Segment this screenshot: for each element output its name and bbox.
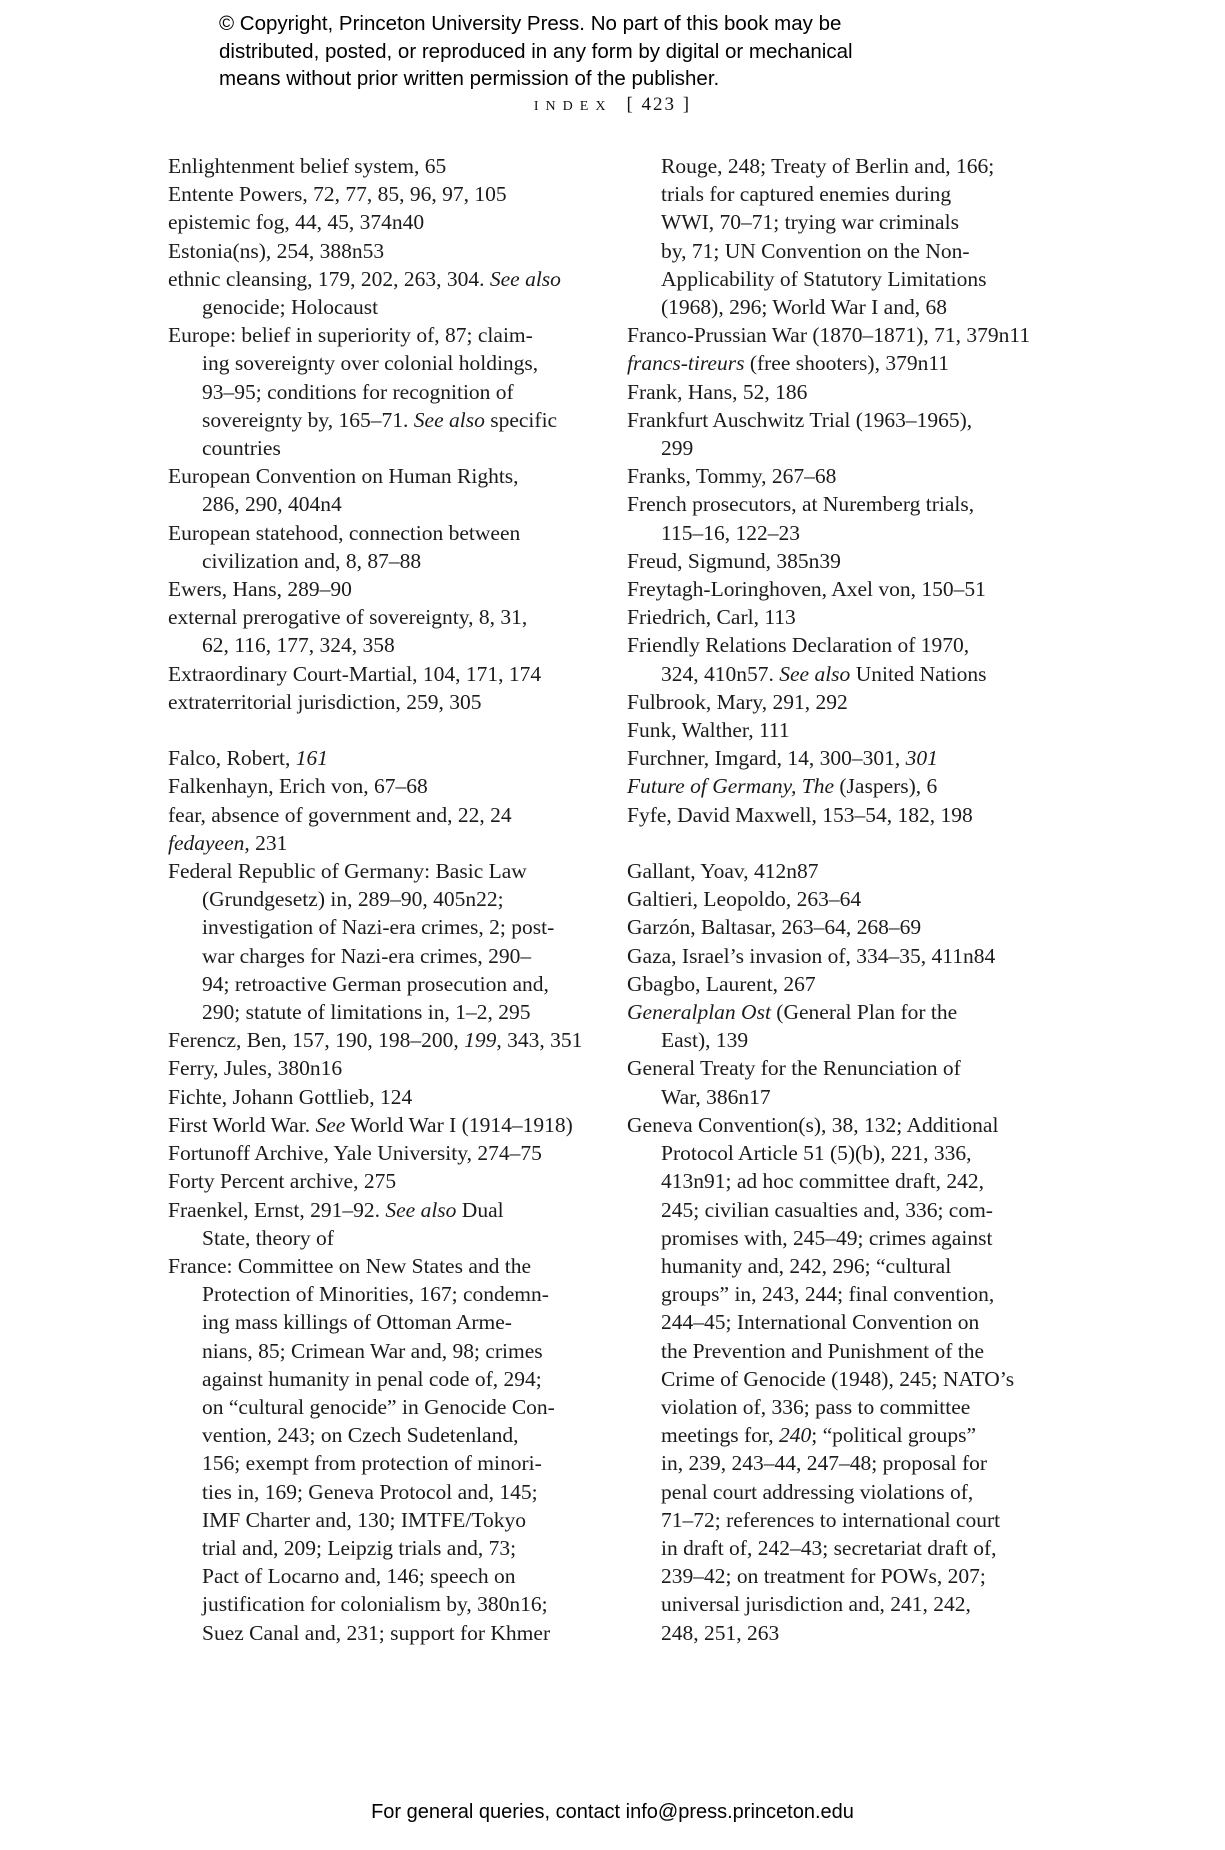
- index-line: sovereignty by, 165–71. See also specific: [202, 407, 558, 432]
- index-line: French prosecutors, at Nuremberg trials,: [627, 492, 975, 517]
- index-line: 290; statute of limitations in, 1–2, 295: [202, 1000, 531, 1025]
- index-line: fedayeen, 231: [168, 830, 288, 855]
- italic-text: 301: [905, 746, 938, 771]
- index-line: Future of Germany, The (Jaspers), 6: [627, 774, 938, 799]
- index-line: 413n91; ad hoc committee draft, 242,: [661, 1169, 985, 1194]
- italic-text: fedayeen: [168, 830, 245, 855]
- index-line: francs-tireurs (free shooters), 379n11: [627, 351, 950, 376]
- index-line: IMF Charter and, 130; IMTFE/Tokyo: [202, 1507, 526, 1532]
- italic-text: Generalplan Ost: [627, 1000, 771, 1025]
- index-line: war charges for Nazi-era crimes, 290–: [202, 943, 532, 968]
- index-line: ing sovereignty over colonial holdings,: [202, 351, 539, 376]
- index-line: Protection of Minorities, 167; condemn-: [202, 1282, 549, 1307]
- index-line: nians, 85; Crimean War and, 98; crimes: [202, 1338, 543, 1363]
- index-line: First World War. See World War I (1914–1918): [168, 1112, 573, 1137]
- index-line: Forty Percent archive, 275: [168, 1169, 397, 1194]
- index-line: universal jurisdiction and, 241, 242,: [661, 1592, 971, 1617]
- index-line: Europe: belief in superiority of, 87; claim-: [168, 323, 533, 348]
- italic-text: See: [315, 1112, 346, 1137]
- index-line: violation of, 336; pass to committee: [661, 1394, 971, 1419]
- index-line: Entente Powers, 72, 77, 85, 96, 97, 105: [168, 182, 507, 207]
- index-line: trial and, 209; Leipzig trials and, 73;: [202, 1535, 517, 1560]
- index-line: [168, 716, 620, 744]
- index-line: on “cultural genocide” in Genocide Con-: [202, 1394, 555, 1419]
- index-line: 244–45; International Convention on: [661, 1310, 980, 1335]
- running-head: [0, 93, 1225, 116]
- index-line: Protocol Article 51 (5)(b), 221, 336,: [661, 1141, 972, 1166]
- index-line: Applicability of Statutory Limitations: [661, 266, 987, 291]
- index-line: 94; retroactive German prosecution and,: [202, 971, 549, 996]
- index-line: Garzón, Baltasar, 263–64, 268–69: [627, 915, 922, 940]
- index-line: Frank, Hans, 52, 186: [627, 379, 808, 404]
- copyright-notice: [219, 10, 853, 93]
- index-line: ing mass killings of Ottoman Arme-: [202, 1310, 512, 1335]
- italic-text: Future of Germany, The: [627, 774, 835, 799]
- index-line: countries: [202, 436, 281, 461]
- index-line: East), 139: [661, 1028, 749, 1053]
- index-line: 324, 410n57. See also United Nations: [661, 661, 987, 686]
- index-line: Estonia(ns), 254, 388n53: [168, 238, 385, 263]
- index-line: 248, 251, 263: [661, 1620, 780, 1645]
- index-line: trials for captured enemies during: [661, 182, 952, 207]
- index-line: Fraenkel, Ernst, 291–92. See also Dual: [168, 1197, 504, 1222]
- index-line: in, 239, 243–44, 247–48; proposal for: [661, 1451, 988, 1476]
- index-line: Crime of Genocide (1948), 245; NATO’s: [661, 1366, 1015, 1391]
- index-line: 115–16, 122–23: [661, 520, 800, 545]
- index-line: Gbagbo, Laurent, 267: [627, 971, 816, 996]
- index-line: 245; civilian casualties and, 336; com-: [661, 1197, 993, 1222]
- index-line: external prerogative of sovereignty, 8, 31,: [168, 605, 528, 630]
- italic-text: 199: [464, 1028, 497, 1053]
- index-line: Fortunoff Archive, Yale University, 274–75: [168, 1141, 542, 1166]
- italic-text: See also: [779, 661, 851, 686]
- index-line: European statehood, connection between: [168, 520, 521, 545]
- index-line: 62, 116, 177, 324, 358: [202, 633, 395, 658]
- italic-text: See also: [489, 266, 561, 291]
- index-line: Enlightenment belief system, 65: [168, 154, 447, 178]
- index-line: 71–72; references to international court: [661, 1507, 1001, 1532]
- index-line: 299: [661, 436, 694, 461]
- index-line: Falkenhayn, Erich von, 67–68: [168, 774, 428, 799]
- index-line: Suez Canal and, 231; support for Khmer: [202, 1620, 551, 1645]
- index-line: Freud, Sigmund, 385n39: [627, 548, 841, 573]
- index-line: France: Committee on New States and the: [168, 1253, 532, 1278]
- index-line: 286, 290, 404n4: [202, 492, 342, 517]
- index-line: WWI, 70–71; trying war criminals: [661, 210, 959, 235]
- index-line: Fyfe, David Maxwell, 153–54, 182, 198: [627, 802, 973, 827]
- index-line: European Convention on Human Rights,: [168, 464, 519, 489]
- index-line: Franks, Tommy, 267–68: [627, 464, 837, 489]
- index-line: promises with, 245–49; crimes against: [661, 1225, 993, 1250]
- index-line: (Grundgesetz) in, 289–90, 405n22;: [202, 887, 504, 912]
- index-line: against humanity in penal code of, 294;: [202, 1366, 542, 1391]
- index-line: 239–42; on treatment for POWs, 207;: [661, 1564, 986, 1589]
- index-line: [627, 829, 1097, 857]
- index-column-right: [627, 152, 1097, 1647]
- index-line: meetings for, 240; “political groups”: [661, 1423, 977, 1448]
- index-line: Franco-Prussian War (1870–1871), 71, 379n11: [627, 323, 1031, 348]
- index-line: Ewers, Hans, 289–90: [168, 577, 352, 602]
- index-line: vention, 243; on Czech Sudetenland,: [202, 1423, 519, 1448]
- italic-text: francs-tireurs: [627, 351, 745, 376]
- copyright-line: means without prior written permission of the publisher.: [219, 67, 720, 90]
- index-line: Friendly Relations Declaration of 1970,: [627, 633, 970, 658]
- index-line: Funk, Walther, 111: [627, 718, 790, 743]
- index-line: in draft of, 242–43; secretariat draft of,: [661, 1535, 997, 1560]
- index-line: Federal Republic of Germany: Basic Law: [168, 859, 527, 884]
- italic-text: See also: [385, 1197, 457, 1222]
- index-line: ethnic cleansing, 179, 202, 263, 304. See also: [168, 266, 561, 291]
- index-line: Friedrich, Carl, 113: [627, 605, 796, 630]
- index-line: Rouge, 248; Treaty of Berlin and, 166;: [661, 154, 995, 178]
- index-line: fear, absence of government and, 22, 24: [168, 802, 512, 827]
- copyright-line: distributed, posted, or reproduced in any form by digital or mechanical: [219, 39, 853, 63]
- index-line: Fulbrook, Mary, 291, 292: [627, 689, 848, 714]
- index-line: justification for colonialism by, 380n16;: [202, 1592, 548, 1617]
- index-line: (1968), 296; World War I and, 68: [661, 295, 947, 320]
- index-line: War, 386n17: [661, 1084, 771, 1109]
- index-line: penal court addressing violations of,: [661, 1479, 974, 1504]
- index-line: the Prevention and Punishment of the: [661, 1338, 985, 1363]
- index-line: groups” in, 243, 244; final convention,: [661, 1282, 995, 1307]
- index-line: Fichte, Johann Gottlieb, 124: [168, 1084, 413, 1109]
- index-line: Ferry, Jules, 380n16: [168, 1056, 343, 1081]
- index-line: genocide; Holocaust: [202, 295, 379, 320]
- index-line: civilization and, 8, 87–88: [202, 548, 422, 573]
- italic-text: See also: [413, 407, 485, 432]
- index-line: Ferencz, Ben, 157, 190, 198–200, 199, 343, 351: [168, 1028, 583, 1053]
- footer-contact: For general queries, contact info@press.princeton.edu: [371, 1801, 854, 1823]
- index-line: Freytagh-Loringhoven, Axel von, 150–51: [627, 577, 986, 602]
- index-line: ties in, 169; Geneva Protocol and, 145;: [202, 1479, 538, 1504]
- index-line: General Treaty for the Renunciation of: [627, 1056, 961, 1081]
- index-line: epistemic fog, 44, 45, 374n40: [168, 210, 425, 235]
- index-line: Extraordinary Court-Martial, 104, 171, 174: [168, 661, 542, 686]
- italic-text: 240: [778, 1423, 812, 1448]
- copyright-line: © Copyright, Princeton University Press. No part of this book may be: [219, 12, 842, 35]
- index-line: Falco, Robert, 161: [168, 746, 329, 771]
- index-line: 156; exempt from protection of minori-: [202, 1451, 542, 1476]
- index-line: Galtieri, Leopoldo, 263–64: [627, 887, 862, 912]
- index-line: investigation of Nazi-era crimes, 2; post-: [202, 915, 555, 940]
- index-line: Generalplan Ost (General Plan for the: [627, 1000, 958, 1025]
- index-line: Frankfurt Auschwitz Trial (1963–1965),: [627, 407, 973, 432]
- index-line: State, theory of: [202, 1225, 334, 1250]
- index-line: by, 71; UN Convention on the Non-: [661, 238, 970, 263]
- italic-text: 161: [295, 746, 329, 771]
- index-line: humanity and, 242, 296; “cultural: [661, 1253, 952, 1278]
- index-line: Furchner, Imgard, 14, 300–301, 301: [627, 746, 938, 771]
- index-line: Pact of Locarno and, 146; speech on: [202, 1564, 516, 1589]
- index-line: Gaza, Israel’s invasion of, 334–35, 411n84: [627, 943, 996, 968]
- index-line: 93–95; conditions for recognition of: [202, 379, 514, 404]
- page-number: [ 423 ]: [626, 94, 692, 115]
- index-line: extraterritorial jurisdiction, 259, 305: [168, 689, 482, 714]
- index-line: Gallant, Yoav, 412n87: [627, 859, 819, 884]
- index-title: index: [533, 93, 613, 115]
- index-column-left: [168, 152, 620, 1647]
- index-line: Geneva Convention(s), 38, 132; Additional: [627, 1112, 999, 1137]
